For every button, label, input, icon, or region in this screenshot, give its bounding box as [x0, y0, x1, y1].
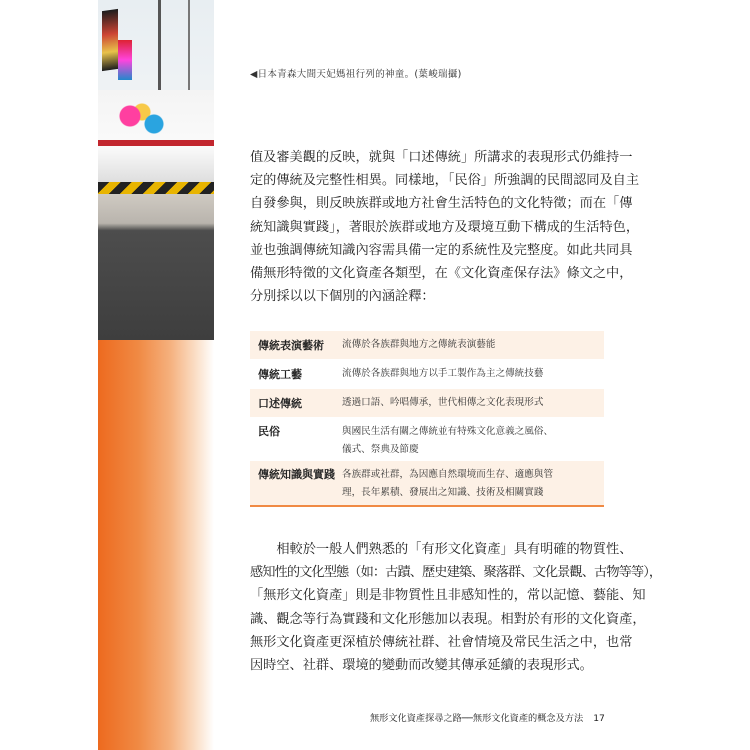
category-definition: [342, 466, 604, 505]
body-paragraph-2: [250, 538, 662, 677]
table-row: [250, 331, 604, 359]
paragraph-line: 值及審美觀的反映，就與「口述傳統」所講求的表現形式仍維持一: [250, 150, 633, 165]
paragraph-line: 無形文化資產更深植於傳統社群、社會情境及常民生活之中，也常: [250, 634, 633, 650]
paragraph-line: 分別採以以下個別的內涵詮釋：: [250, 289, 435, 305]
definition-line: 各族群或社群，為因應自然環境而生存、適應與管: [342, 469, 554, 480]
category-term: 民俗: [258, 425, 280, 438]
category-term: 口述傳統: [258, 397, 302, 410]
definition-line: 儀式、祭典及節慶: [342, 444, 419, 455]
paragraph-line: 感知性的文化型態（如：古蹟、歷史建築、聚落群、文化景觀、古物等等），: [250, 565, 662, 581]
photo-caption: ◀日本青森大間天妃媽祖行列的神童。(葉峻瑞攝): [250, 69, 462, 80]
page-footer: [370, 710, 605, 724]
category-term: 傳統知識與實踐: [258, 468, 335, 481]
category-definition: 透過口語、吟唱傳承，世代相傳之文化表現形式: [342, 397, 544, 408]
paragraph-line: 定的傳統及完整性相異。同樣地，「民俗」所強調的民間認同及自主: [250, 173, 640, 189]
table-row: [250, 389, 604, 417]
category-definition: 流傳於各族群與地方之傳統表演藝能: [342, 339, 496, 350]
table-row: [250, 359, 604, 389]
running-title: 無形文化資產探尋之路──無形文化資產的概念及方法: [370, 713, 584, 724]
paragraph-line: 備無形特徵的文化資產各類型，在《文化資產保存法》條文之中，: [250, 266, 633, 282]
paragraph-line: 相較於一般人們熟悉的「有形文化資產」具有明確的物質性、: [250, 542, 633, 557]
page-number: 17: [593, 713, 605, 724]
definition-line: 理，長年累積、發展出之知識、技術及相關實踐: [342, 487, 544, 498]
paragraph-line: 並也強調傳統知識內容需具備一定的系統性及完整度。如此共同具: [250, 242, 633, 258]
body-paragraph-1: [250, 146, 640, 308]
table-row: [250, 417, 604, 461]
festival-boat-photo: [98, 0, 214, 340]
orange-side-band: [98, 340, 214, 750]
category-term: 傳統表演藝術: [258, 339, 324, 352]
category-definition: 流傳於各族群與地方以手工製作為主之傳統技藝: [342, 368, 544, 379]
table-row: [250, 461, 604, 505]
paragraph-line: 識、觀念等行為實踐和文化形態加以表現。相對於有形的文化資產，: [250, 611, 646, 627]
table-bottom-rule: [250, 505, 604, 507]
definition-line: 與國民生活有關之傳統並有特殊文化意義之風俗、: [342, 426, 554, 437]
category-term: 傳統工藝: [258, 368, 302, 381]
paragraph-line: 統知識與實踐」，著眼於族群或地方及環境互動下構成的生活特色，: [250, 219, 640, 235]
paragraph-line: 「無形文化資產」則是非物質性且非感知性的，常以記憶、藝能、知: [250, 588, 646, 604]
paragraph-line: 因時空、社群、環境的變動而改變其傳承延續的表現形式。: [250, 658, 593, 674]
paragraph-line: 自發參與，則反映族群或地方社會生活特色的文化特徵；而在「傳: [250, 196, 633, 212]
heritage-category-table: [250, 331, 604, 505]
category-definition: [342, 423, 604, 461]
